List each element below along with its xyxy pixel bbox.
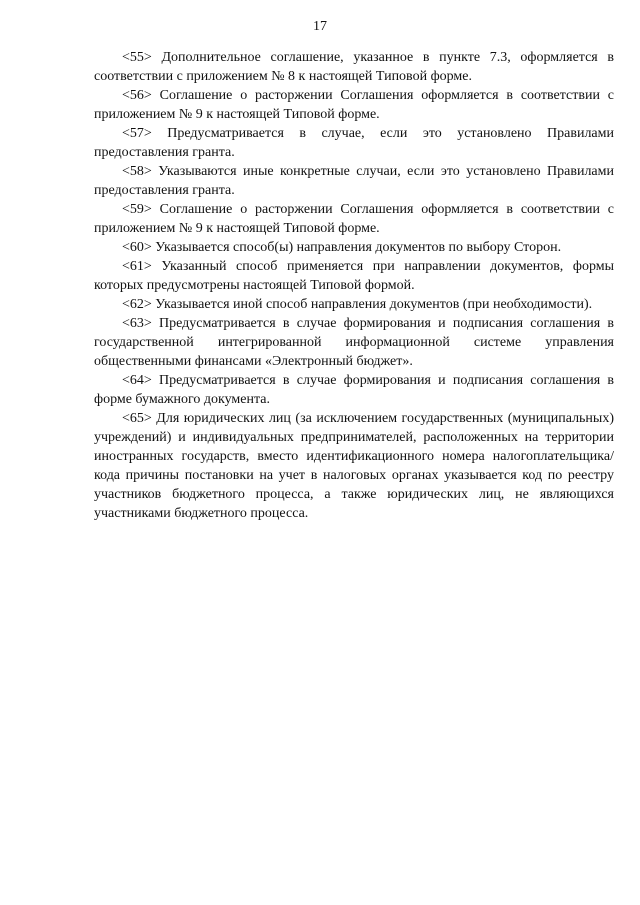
footnote-63: <63> Предусматривается в случае формирования и подписания соглашения в государственной интегрированной информационной системе управления общественными финансами «Электронный бюджет». <box>94 316 614 369</box>
footnote-57: <57> Предусматривается в случае, если это установлено Правилами предоставления гранта. <box>94 126 614 160</box>
footnote-58: <58> Указываются иные конкретные случаи, если это установлено Правилами предоставления гранта. <box>94 164 614 198</box>
footnotes-section <box>94 48 614 523</box>
footnote-61: <61> Указанный способ применяется при направлении документов, формы которых предусмотрены настоящей Типовой формой. <box>94 259 614 293</box>
page-number: 17 <box>313 19 327 34</box>
footnote-64: <64> Предусматривается в случае формирования и подписания соглашения в форме бумажного документа. <box>94 373 614 407</box>
footnote-55: <55> Дополнительное соглашение, указанное в пункте 7.3, оформляется в соответствии с приложением № 8 к настоящей Типовой форме. <box>94 50 614 84</box>
footnote-65: <65> Для юридических лиц (за исключением государственных (муниципальных) учреждений) и индивидуальных предпринимателей, расположенных на территории иностранных государств, вместо идентификационного номера налогоплательщика/кода причины постановки на учет в налоговых органах указывается код по реестру участников бюджетного процесса, а также юридических лиц, не являющихся участниками бюджетного процесса. <box>94 411 614 521</box>
footnote-56: <56> Соглашение о расторжении Соглашения оформляется в соответствии с приложением № 9 к настоящей Типовой форме. <box>94 88 614 122</box>
footnote-62: <62> Указывается иной способ направления документов (при необходимости). <box>122 297 593 312</box>
footnote-60: <60> Указывается способ(ы) направления документов по выбору Сторон. <box>122 240 562 255</box>
footnote-59: <59> Соглашение о расторжении Соглашения оформляется в соответствии с приложением № 9 к настоящей Типовой форме. <box>94 202 614 236</box>
